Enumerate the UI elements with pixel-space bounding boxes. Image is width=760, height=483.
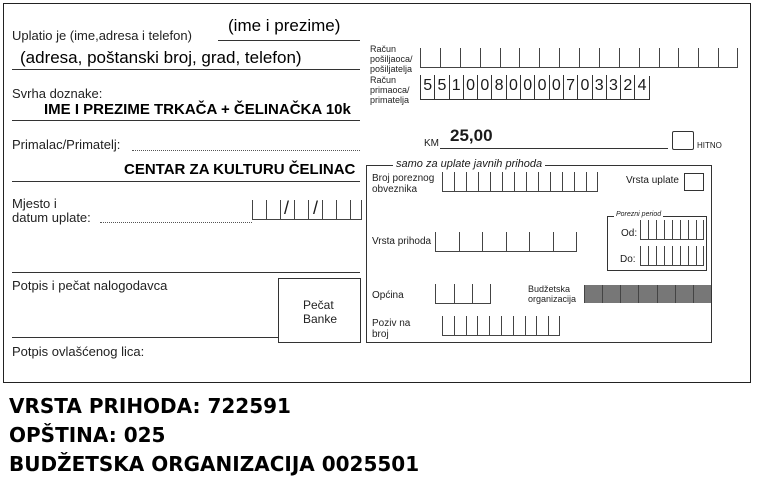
uplatio-name-value[interactable]: (ime i prezime) xyxy=(228,16,341,35)
vrsta-uplate-box[interactable] xyxy=(684,173,704,191)
svrha-label: Svrha doznake: xyxy=(12,86,103,101)
budzetska-boxes xyxy=(584,285,711,303)
account-digit[interactable]: 0 xyxy=(506,75,520,99)
km-line xyxy=(440,148,668,149)
potpis-line xyxy=(12,337,278,338)
do-boxes[interactable] xyxy=(640,246,704,266)
potpis-top-line xyxy=(12,272,360,273)
account-digit[interactable]: 5 xyxy=(420,75,434,99)
hitno-checkbox[interactable] xyxy=(672,131,694,150)
poziv-label: Poziv na broj xyxy=(372,318,411,340)
uplatio-line xyxy=(218,40,360,41)
account-digit[interactable]: 0 xyxy=(477,75,491,99)
opcina-boxes[interactable] xyxy=(435,284,491,304)
broj-poreznog-label: Broj poreznog obveznika xyxy=(372,173,435,195)
od-boxes[interactable] xyxy=(640,220,704,240)
account-digit[interactable]: 2 xyxy=(620,75,634,99)
date-slash-1: / xyxy=(284,198,290,218)
note-opstina: OPŠTINA: 025 xyxy=(9,423,166,447)
account-digit[interactable]: 0 xyxy=(463,75,477,99)
javni-prihodi-title: samo za uplate javnih prihoda xyxy=(393,158,545,170)
primalac-value[interactable]: CENTAR ZA KULTURU ČELINAC xyxy=(124,161,356,178)
mjesto-label-2: datum uplate: xyxy=(12,210,91,225)
racun-primaoca-boxes[interactable] xyxy=(420,76,650,100)
svrha-value[interactable]: IME I PREZIME TRKAČA + ČELINAČKA 10k xyxy=(44,101,351,118)
account-digit[interactable]: 3 xyxy=(592,75,606,99)
datum-boxes[interactable] xyxy=(252,200,362,220)
hitno-label: HITNO xyxy=(697,141,722,150)
poziv-boxes[interactable] xyxy=(442,316,560,336)
account-digit[interactable]: 4 xyxy=(634,75,648,99)
km-value[interactable]: 25,00 xyxy=(450,126,493,145)
account-digit[interactable]: 1 xyxy=(449,75,463,99)
vrsta-prihoda-label: Vrsta prihoda xyxy=(372,236,432,247)
note-budzetska: BUDŽETSKA ORGANIZACIJA 0025501 xyxy=(9,452,420,476)
potpis-nalogodavca-label: Potpis i pečat nalogodavca xyxy=(12,278,168,293)
svrha-line xyxy=(12,120,360,121)
racun-primaoca-label: Račun primaoca/ primatelja xyxy=(370,75,410,105)
uplatio-label: Uplatio je (ime,adresa i telefon) xyxy=(12,28,192,43)
account-digit[interactable]: 7 xyxy=(563,75,577,99)
account-digit[interactable]: 3 xyxy=(606,75,620,99)
address-line xyxy=(12,69,360,70)
km-label: KM xyxy=(424,138,439,149)
opcina-label: Općina xyxy=(372,290,404,301)
porezni-period-label: Porezni period xyxy=(616,211,662,218)
pecat-banke-label-2: Banke xyxy=(303,312,338,326)
date-slash-2: / xyxy=(313,198,319,218)
potpis-ovlascenog-label: Potpis ovlašćenog lica: xyxy=(12,344,145,359)
account-digit[interactable]: 0 xyxy=(549,75,563,99)
vrsta-uplate-label: Vrsta uplate xyxy=(626,175,679,186)
vrsta-prihoda-boxes[interactable] xyxy=(435,232,577,252)
broj-poreznog-boxes[interactable] xyxy=(442,172,598,192)
racun-posiljaoca-boxes[interactable] xyxy=(420,48,738,68)
account-digit[interactable]: 0 xyxy=(577,75,591,99)
account-digit[interactable]: 5 xyxy=(434,75,448,99)
do-label: Do: xyxy=(620,254,636,265)
racun-posiljaoca-label: Račun pošiljaoca/ pošiljatelja xyxy=(370,44,413,74)
od-label: Od: xyxy=(621,228,638,239)
account-digit[interactable]: 8 xyxy=(491,75,505,99)
primalac-line xyxy=(132,150,360,151)
budzetska-label: Budžetska organizacija xyxy=(528,284,577,304)
primalac-line-2 xyxy=(12,181,360,182)
mjesto-label-1: Mjesto i xyxy=(12,196,57,211)
pecat-banke-label-1: Pečat xyxy=(303,298,334,312)
account-digit[interactable]: 0 xyxy=(520,75,534,99)
uplatio-address-value[interactable]: (adresa, poštanski broj, grad, telefon) xyxy=(20,48,302,67)
account-digit[interactable]: 0 xyxy=(534,75,548,99)
mjesto-line[interactable] xyxy=(100,222,252,223)
primalac-label: Primalac/Primatelj: xyxy=(12,137,121,152)
note-vrsta-prihoda: VRSTA PRIHODA: 722591 xyxy=(9,394,291,418)
